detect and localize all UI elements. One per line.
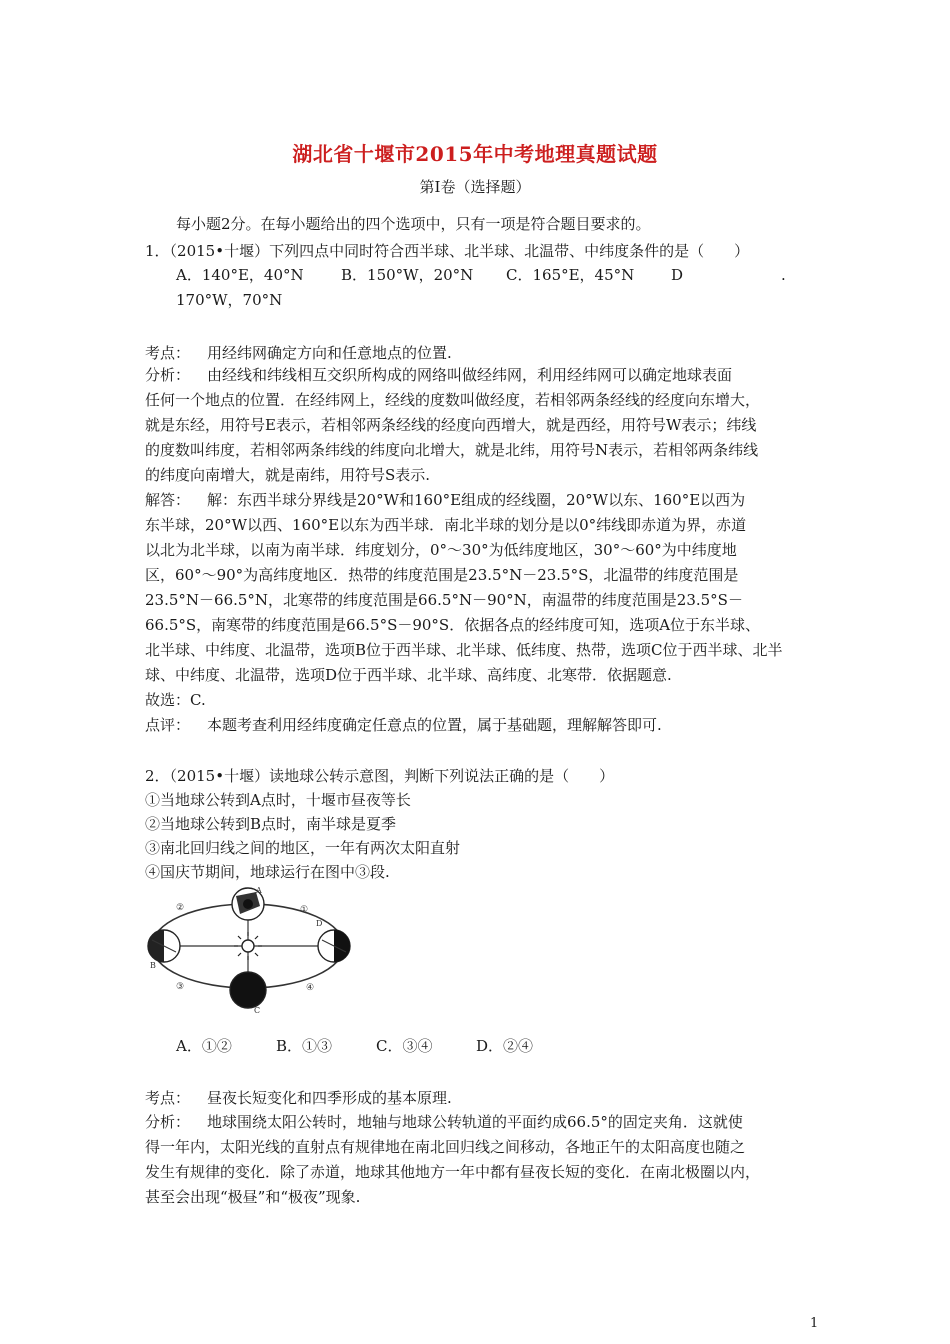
label-3: ③ — [176, 982, 185, 992]
q2-kaodian-label: 考点： — [145, 1089, 191, 1107]
q2-fenxi-line-3: 发生有规律的变化．除了赤道，地球其他地方一年中都有昼夜长短的变化．在南北极圈以内， — [145, 1163, 761, 1181]
page-title: 湖北省十堰市2015年中考地理真题试题 — [292, 142, 658, 166]
q1-kaodian-label: 考点： — [145, 344, 191, 362]
q1-fenxi-line-2: 任何一个地点的位置．在经纬网上，经线的度数叫做经度，若相邻两条经线的经度向东增大， — [145, 391, 761, 409]
q2-stem: 2．（2015•十堰）读地球公转示意图，判断下列说法正确的是（ ） — [145, 767, 615, 785]
earth-d — [318, 930, 350, 962]
q2-statement-3: ③南北回归线之间的地区，一年有两次太阳直射 — [145, 839, 461, 857]
label-c: C — [254, 1006, 261, 1015]
q1-answer: 故选：C. — [145, 691, 206, 709]
q1-option-d-dot: . — [781, 266, 786, 284]
earth-b — [148, 930, 180, 962]
q1-option-b: B．150°W，20°N — [341, 266, 474, 284]
earth-revolution-diagram — [144, 886, 356, 1016]
q2-options — [176, 1036, 533, 1056]
q1-kaodian-text: 用经纬网确定方向和任意地点的位置. — [207, 344, 452, 362]
q2-fenxi-text-1: 地球围绕太阳公转时，地轴与地球公转轨道的平面约成66.5°的固定夹角．这就使 — [207, 1113, 743, 1131]
q1-option-a: A．140°E，40°N — [176, 266, 304, 284]
q1-dianping — [145, 715, 662, 735]
q1-jieda-line-2: 东半球，20°W以西、160°E以东为西半球．南北半球的划分是以0°纬线即赤道为界，赤道 — [145, 516, 747, 534]
q2-statement-4: ④国庆节期间，地球运行在图中③段. — [145, 863, 390, 881]
q1-jieda-line-6: 66.5°S，南寒带的纬度范围是66.5°S－90°S．依据各点的经纬度可知，选项A位于东半球、 — [145, 616, 761, 634]
q1-fenxi-line-4: 的度数叫纬度，若相邻两条纬线的纬度向北增大，就是北纬，用符号N表示，若相邻两条纬线 — [145, 441, 759, 459]
label-d: D — [316, 919, 323, 928]
q2-fenxi-line-2: 得一年内，太阳光线的直射点有规律地在南北回归线之间移动，各地正午的太阳高度也随之 — [145, 1138, 746, 1156]
q1-fenxi-text-1: 由经线和纬线相互交织所构成的网络叫做经纬网，利用经纬网可以确定地球表面 — [207, 366, 733, 384]
q1-jieda-line-1 — [145, 490, 745, 510]
q2-statement-2: ②当地球公转到B点时，南半球是夏季 — [145, 815, 397, 833]
q1-jieda-line-5: 23.5°N－66.5°N，北寒带的纬度范围是66.5°N－90°N，南温带的纬度范围是23.5°S－ — [145, 591, 743, 609]
q1-fenxi-line-1 — [145, 365, 732, 385]
q2-fenxi-label: 分析： — [145, 1113, 191, 1131]
section-heading: 第Ⅰ卷（选择题） — [419, 178, 531, 196]
label-b: B — [150, 961, 156, 970]
q1-options — [176, 265, 816, 285]
q1-jieda-line-7: 北半球、中纬度、北温带，选项B位于西半球、北半球、低纬度、热带，选项C位于西半球、北半 — [145, 641, 783, 659]
label-1: ① — [300, 905, 309, 915]
q2-kaodian — [145, 1088, 452, 1108]
q2-option-c: C．③④ — [376, 1037, 433, 1055]
instructions: 每小题2分。在每小题给出的四个选项中，只有一项是符合题目要求的。 — [176, 215, 651, 233]
q1-jieda-line-3: 以北为北半球，以南为南半球．纬度划分，0°～30°为低纬度地区，30°～60°为中纬度地 — [145, 541, 737, 559]
q2-fenxi-line-1 — [145, 1112, 743, 1132]
earth-c — [230, 972, 266, 1008]
page-number: 1 — [810, 1316, 819, 1331]
label-2: ② — [176, 903, 185, 913]
q1-kaodian — [145, 343, 452, 363]
q2-fenxi-line-4: 甚至会出现“极昼”和“极夜”现象. — [145, 1188, 361, 1206]
q1-fenxi-line-5: 的纬度向南增大，就是南纬，用符号S表示. — [145, 466, 431, 484]
q1-jieda-line-4: 区，60°～90°为高纬度地区．热带的纬度范围是23.5°N－23.5°S，北温带的纬度范围是 — [145, 566, 739, 584]
q1-jieda-text-1: 解：东西半球分界线是20°W和160°E组成的经线圈，20°W以东、160°E以西为 — [207, 491, 746, 509]
q1-dianping-text: 本题考查利用经纬度确定任意点的位置，属于基础题，理解解答即可. — [207, 716, 662, 734]
q2-option-a: A．①② — [176, 1037, 232, 1055]
label-4: ④ — [306, 983, 315, 993]
q1-option-c: C．165°E，45°N — [506, 266, 635, 284]
q1-option-d-letter: D — [671, 266, 684, 284]
q1-fenxi-label: 分析： — [145, 366, 191, 384]
q1-jieda-line-8: 球、中纬度、北温带，选项D位于西半球、北半球、高纬度、北寒带．依据题意. — [145, 666, 672, 684]
q2-kaodian-text: 昼夜长短变化和四季形成的基本原理. — [207, 1089, 452, 1107]
q1-jieda-label: 解答： — [145, 491, 191, 509]
q2-option-b: B．①③ — [276, 1037, 333, 1055]
q2-statement-1: ①当地球公转到A点时，十堰市昼夜等长 — [145, 791, 411, 809]
q1-stem: 1．（2015•十堰）下列四点中同时符合西半球、北半球、北温带、中纬度条件的是（ ） — [145, 242, 750, 260]
q1-option-d-value: 170°W，70°N — [176, 291, 283, 309]
q1-dianping-label: 点评： — [145, 716, 191, 734]
q2-option-d: D．②④ — [476, 1037, 534, 1055]
label-a: A — [256, 886, 262, 895]
q1-fenxi-line-3: 就是东经，用符号E表示，若相邻两条经线的经度向西增大，就是西经，用符号W表示；纬线 — [145, 416, 757, 434]
